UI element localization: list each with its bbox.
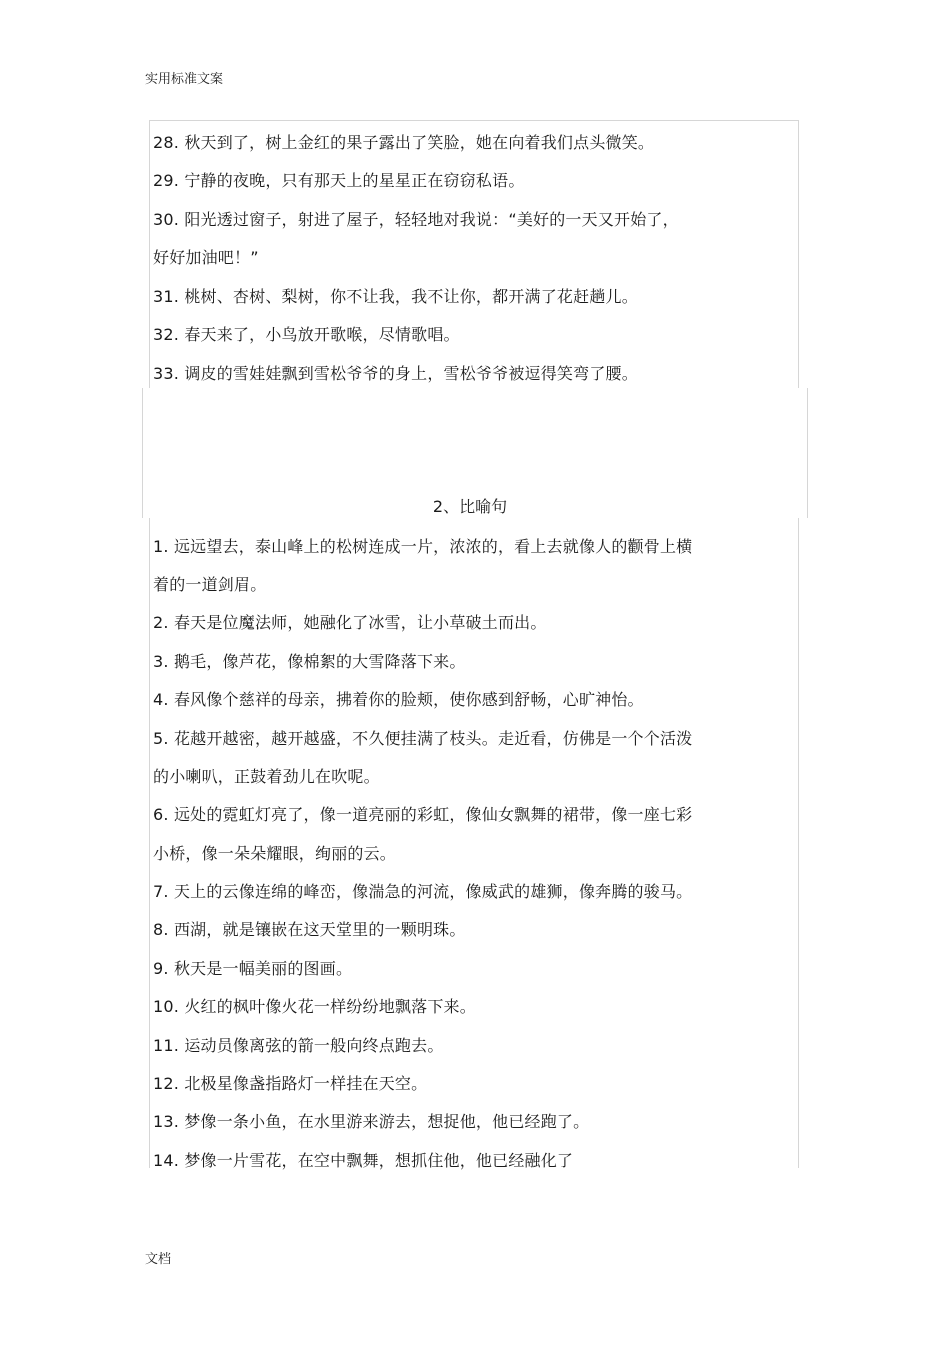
section-title-metaphor: 2、比喻句 [432,497,508,516]
sentence-line: 29. 宁静的夜晚，只有那天上的星星正在窃窃私语。 [153,171,525,190]
sentence-line: 好好加油吧！” [153,248,259,267]
sentence-line: 10. 火红的枫叶像火花一样纷纷地飘落下来。 [153,997,476,1016]
sentence-line: 13. 梦像一条小鱼，在水里游来游去，想捉他，他已经跑了。 [153,1112,590,1131]
sentence-line: 2. 春天是位魔法师，她融化了冰雪，让小草破土而出。 [153,613,547,632]
sentence-line: 小桥，像一朵朵耀眼，绚丽的云。 [153,844,397,863]
sentence-line: 着的一道剑眉。 [153,575,267,594]
sentence-line: 1. 远远望去，泰山峰上的松树连成一片，浓浓的，看上去就像人的颧骨上横 [153,537,693,556]
frame-right-line-3 [798,518,799,1168]
page-header: 实用标准文案 [145,72,224,87]
sentence-line: 12. 北极星像盏指路灯一样挂在天空。 [153,1074,428,1093]
sentence-line: 的小喇叭，正鼓着劲儿在吹呢。 [153,767,380,786]
sentence-line: 7. 天上的云像连绵的峰峦，像湍急的河流，像威武的雄狮，像奔腾的骏马。 [153,882,693,901]
frame-left-line-1 [149,120,150,388]
frame-right-line-1 [798,120,799,388]
sentence-line: 33. 调皮的雪娃娃飘到雪松爷爷的身上，雪松爷爷被逗得笑弯了腰。 [153,364,638,383]
sentence-line: 3. 鹅毛，像芦花，像棉絮的大雪降落下来。 [153,652,466,671]
sentence-line: 30. 阳光透过窗子，射进了屋子，轻轻地对我说：“美好的一天又开始了， [153,210,679,229]
sentence-line: 9. 秋天是一幅美丽的图画。 [153,959,353,978]
sentence-line: 6. 远处的霓虹灯亮了，像一道亮丽的彩虹，像仙女飘舞的裙带，像一座七彩 [153,805,693,824]
sentence-line: 11. 运动员像离弦的箭一般向终点跑去。 [153,1036,444,1055]
frame-left-line-3 [149,518,150,1168]
sentence-line: 14. 梦像一片雪花，在空中飘舞，想抓住他，他已经融化了 [153,1151,574,1170]
sentence-line: 31. 桃树、杏树、梨树，你不让我，我不让你，都开满了花赶趟儿。 [153,287,638,306]
sentence-line: 8. 西湖，就是镶嵌在这天堂里的一颗明珠。 [153,920,466,939]
sentence-line: 32. 春天来了，小鸟放开歌喉，尽情歌唱。 [153,325,460,344]
page-footer: 文档 [145,1252,172,1267]
sentence-line: 4. 春风像个慈祥的母亲，拂着你的脸颊，使你感到舒畅，心旷神怡。 [153,690,644,709]
frame-top-line [149,120,799,121]
sentence-line: 28. 秋天到了，树上金红的果子露出了笑脸，她在向着我们点头微笑。 [153,133,655,152]
sentence-line: 5. 花越开越密，越开越盛，不久便挂满了枝头。走近看，仿佛是一个个活泼 [153,729,693,748]
